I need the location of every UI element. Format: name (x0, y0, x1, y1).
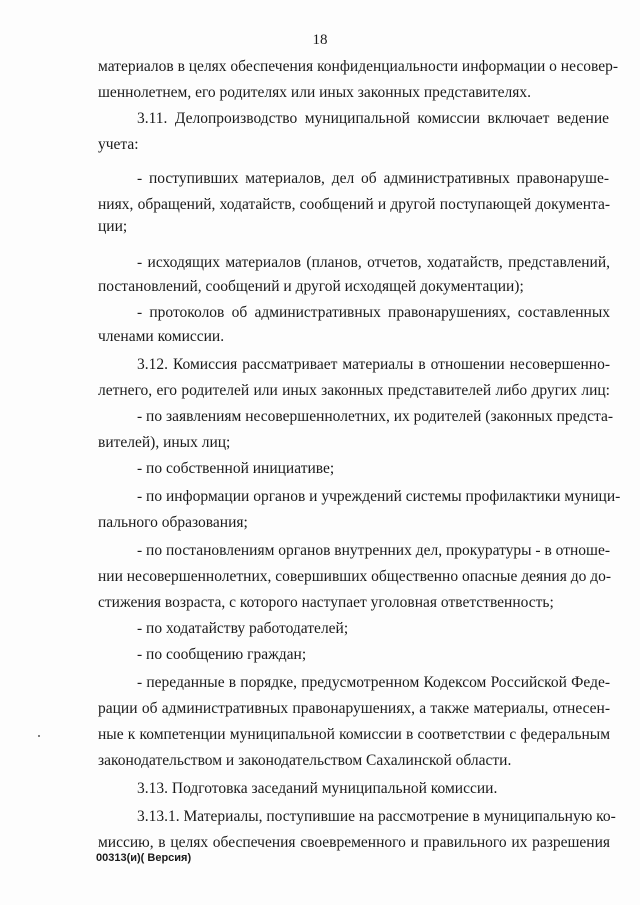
text-line: - по собственной инициативе; (137, 460, 335, 477)
text-line: ные к компетенции муниципальной комиссии в соответствии с федеральным (98, 726, 610, 743)
text-line: - по постановлениям органов внутренних дел, прокуратуры - в отноше- (137, 542, 610, 559)
text-line: материалов в целях обеспечения конфиденциальности информации о несовер- (98, 58, 618, 75)
text-line: - по сообщению граждан; (137, 646, 307, 663)
text-line: летнего, его родителей или иных законных представителей либо других лиц: (98, 382, 610, 399)
text-line: пального образования; (98, 514, 248, 531)
text-line: - по информации органов и учреждений системы профилактики муници- (137, 488, 621, 505)
text-line: - по ходатайству работодателей; (137, 620, 349, 637)
text-line: стижения возраста, с которого наступает уголовная ответственность; (98, 594, 554, 611)
text-line: постановлений, сообщений и другой исходящей документации); (98, 278, 524, 295)
text-line: ниях, обращений, ходатайств, сообщений и другой поступающей документа- (98, 196, 610, 213)
text-line: нии несовершеннолетних, совершивших общественно опасные деяния до до- (98, 568, 612, 585)
scan-speck (38, 735, 40, 737)
text-line: - исходящих материалов (планов, отчетов, ходатайств, представлений, (137, 254, 610, 271)
text-line: шеннолетнем, его родителях или иных законных представителях. (98, 84, 531, 101)
text-line: миссию, в целях обеспечения своевременного и правильного их разрешения (98, 834, 610, 851)
text-line: - поступивших материалов, дел об административных правонаруше- (137, 170, 609, 187)
text-line: 3.11. Делопроизводство муниципальной комиссии включает ведение (137, 110, 609, 127)
text-line: 3.13.1. Материалы, поступившие на рассмотрение в муниципальную ко- (137, 808, 616, 825)
text-line: 3.12. Комиссия рассматривает материалы в отношении несовершенно- (137, 356, 610, 373)
text-line: законодательством и законодательством Сахалинской области. (98, 752, 512, 769)
text-line: 3.13. Подготовка заседаний муниципальной комиссии. (137, 780, 498, 797)
text-line: ции; (98, 218, 128, 235)
page-number: 18 (312, 32, 328, 48)
footer-document-code: 00313(и)( Версия) (96, 852, 192, 864)
text-line: учета: (98, 136, 139, 153)
text-line: рации об административных правонарушениях, а также материалы, отнесен- (98, 700, 610, 717)
text-line: - по заявлениям несовершеннолетних, их родителей (законных предста- (137, 408, 614, 425)
text-line: вителей), иных лиц; (98, 434, 231, 451)
text-line: членами комиссии. (98, 328, 225, 345)
text-line: - протоколов об административных правонарушениях, составленных (137, 304, 610, 321)
text-line: - переданные в порядке, предусмотренном Кодексом Российской Феде- (137, 674, 610, 691)
